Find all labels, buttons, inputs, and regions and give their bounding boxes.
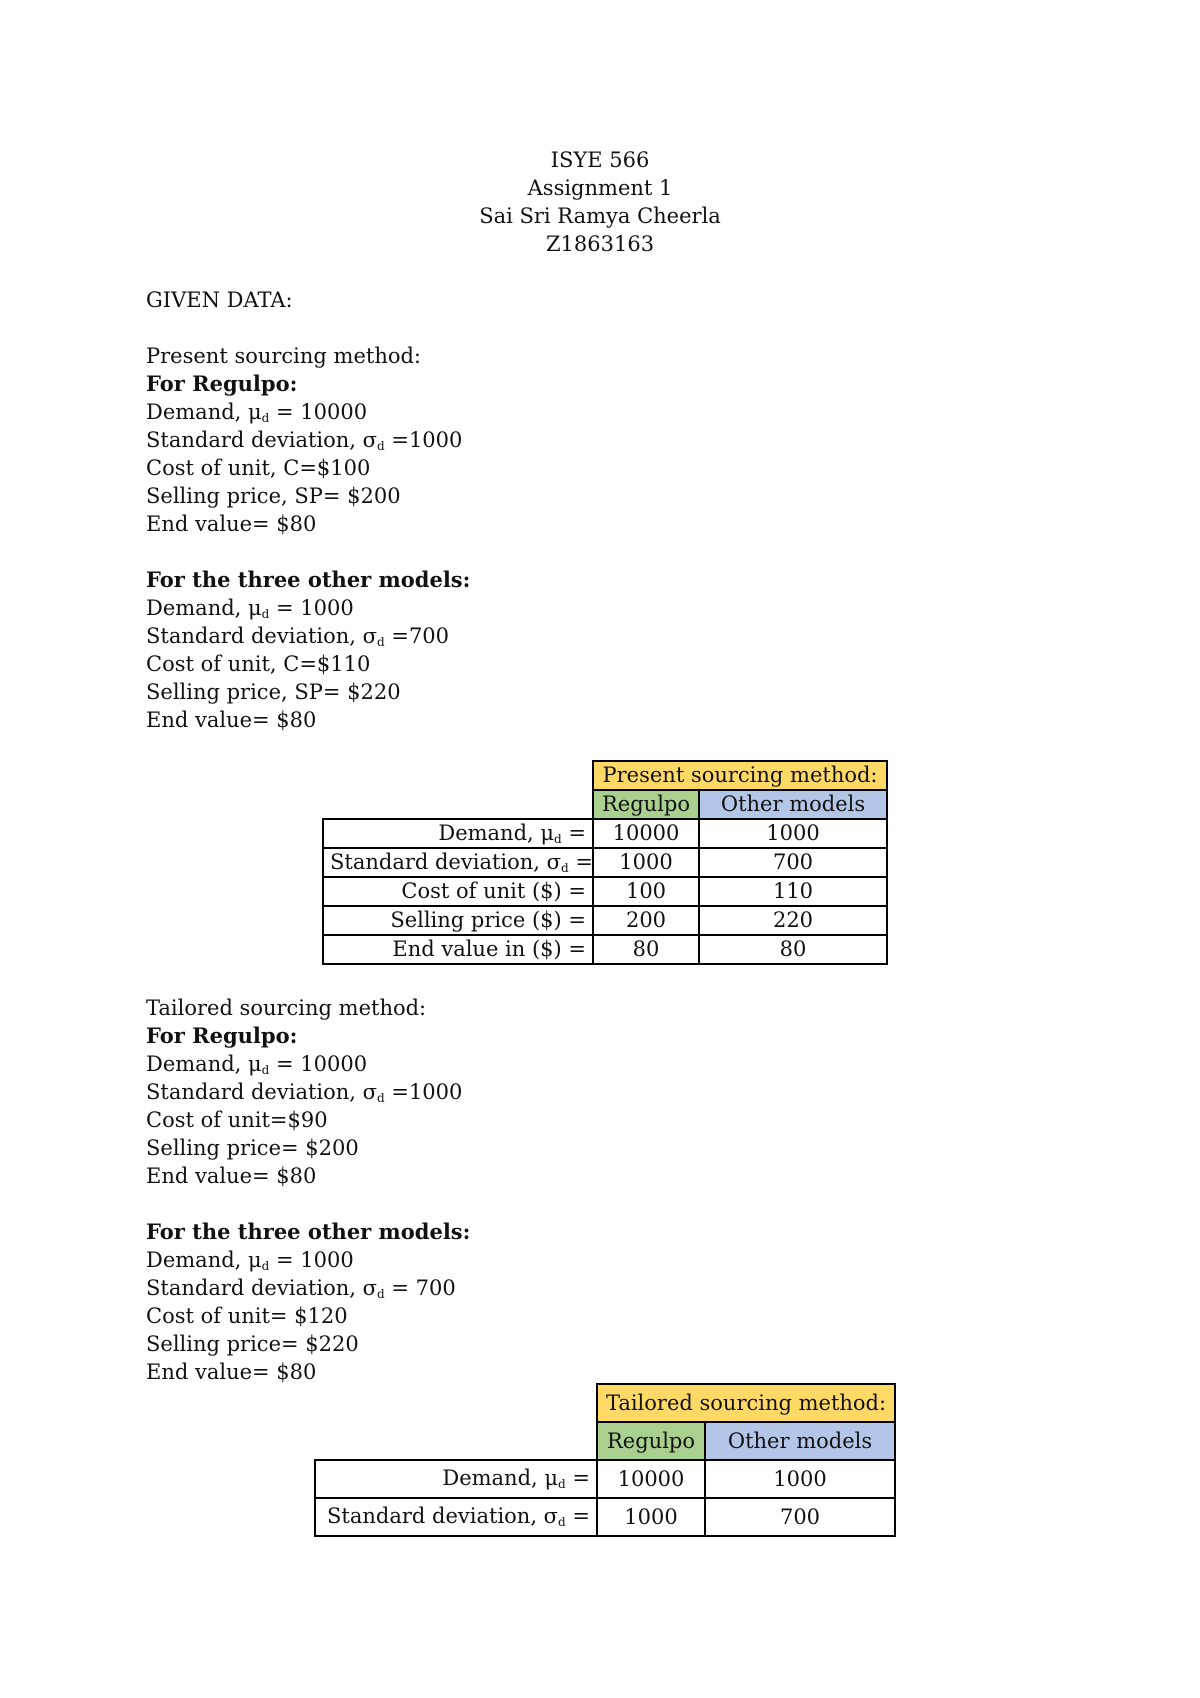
label-text: Selling price, SP= $220 bbox=[146, 680, 401, 704]
tailored-col-regulpo: Regulpo bbox=[597, 1422, 705, 1460]
label-text: Standard deviation, σ bbox=[327, 1504, 559, 1528]
label-subscript: d bbox=[376, 439, 385, 453]
table-row bbox=[323, 848, 887, 877]
label-suffix: = 10000 bbox=[269, 400, 368, 424]
other-models-value: 700 bbox=[705, 1498, 895, 1536]
row-label bbox=[323, 819, 593, 848]
other-models-value: 220 bbox=[699, 906, 887, 935]
author-name: Sai Sri Ramya Cheerla bbox=[479, 204, 721, 228]
other-models-value: 80 bbox=[699, 935, 887, 964]
table-row bbox=[323, 935, 887, 964]
label-subscript: d bbox=[261, 1259, 270, 1273]
regulpo-value: 200 bbox=[593, 906, 699, 935]
label-text: Standard deviation, σ bbox=[146, 624, 377, 648]
label-text: Demand, μ bbox=[146, 400, 262, 424]
label-text: Demand, μ bbox=[146, 1052, 262, 1076]
label-text: Cost of unit=$90 bbox=[146, 1108, 328, 1132]
present-regulpo-heading: For Regulpo: bbox=[146, 371, 298, 396]
label-text: Demand, μ bbox=[438, 820, 555, 845]
present-col-other: Other models bbox=[699, 790, 887, 819]
tailored-col-other: Other models bbox=[705, 1422, 895, 1460]
label-suffix: = bbox=[565, 1466, 590, 1490]
label-text: Demand, μ bbox=[442, 1466, 559, 1490]
present-col-regulpo: Regulpo bbox=[593, 790, 699, 819]
data-line bbox=[146, 1358, 316, 1392]
table-row bbox=[323, 906, 887, 935]
data-line bbox=[146, 510, 316, 544]
label-suffix: = bbox=[568, 849, 593, 874]
label-text: Standard deviation, σ bbox=[146, 428, 377, 452]
label-suffix: = 10000 bbox=[269, 1052, 368, 1076]
row-label bbox=[323, 935, 593, 964]
row-label bbox=[315, 1460, 597, 1498]
label-text: Cost of unit, C=$100 bbox=[146, 456, 371, 480]
other-models-value: 700 bbox=[699, 848, 887, 877]
label-text: Standard deviation, σ bbox=[146, 1276, 377, 1300]
row-label bbox=[315, 1498, 597, 1536]
table-row bbox=[315, 1498, 895, 1536]
label-subscript: d bbox=[376, 635, 385, 649]
label-suffix: = 1000 bbox=[269, 596, 354, 620]
label-text: Cost of unit ($) = bbox=[401, 878, 586, 903]
label-text: End value= $80 bbox=[146, 708, 317, 732]
tailored-regulpo-heading: For Regulpo: bbox=[146, 1023, 298, 1048]
row-label bbox=[323, 877, 593, 906]
course-title: ISYE 566 bbox=[550, 148, 650, 172]
regulpo-value: 80 bbox=[593, 935, 699, 964]
present-table-title: Present sourcing method: bbox=[593, 761, 887, 790]
regulpo-value: 1000 bbox=[593, 848, 699, 877]
label-text: Cost of unit, C=$110 bbox=[146, 652, 371, 676]
present-others-heading: For the three other models: bbox=[146, 567, 471, 592]
label-subscript: d bbox=[376, 1091, 385, 1105]
regulpo-value: 10000 bbox=[593, 819, 699, 848]
label-text: End value= $80 bbox=[146, 1164, 317, 1188]
row-label bbox=[323, 906, 593, 935]
label-subscript: d bbox=[560, 860, 569, 875]
label-suffix: = bbox=[565, 1504, 590, 1528]
assignment-title: Assignment 1 bbox=[527, 176, 673, 200]
label-suffix: = 1000 bbox=[269, 1248, 354, 1272]
present-heading: Present sourcing method: bbox=[146, 344, 422, 368]
tailored-heading: Tailored sourcing method: bbox=[146, 996, 427, 1020]
label-subscript: d bbox=[558, 1477, 566, 1491]
label-subscript: d bbox=[261, 411, 270, 425]
label-suffix: =1000 bbox=[384, 428, 463, 452]
label-text: Cost of unit= $120 bbox=[146, 1304, 348, 1328]
label-text: End value in ($) = bbox=[392, 936, 586, 961]
label-text: Demand, μ bbox=[146, 1248, 262, 1272]
regulpo-value: 100 bbox=[593, 877, 699, 906]
table-row bbox=[323, 877, 887, 906]
label-text: Selling price, SP= $200 bbox=[146, 484, 401, 508]
label-suffix: = bbox=[561, 820, 586, 845]
data-line bbox=[146, 1162, 316, 1196]
present-sourcing-table bbox=[322, 760, 888, 965]
table-row bbox=[323, 819, 887, 848]
regulpo-value: 10000 bbox=[597, 1460, 705, 1498]
student-id: Z1863163 bbox=[545, 232, 655, 256]
tailored-sourcing-table bbox=[314, 1383, 896, 1537]
row-label bbox=[323, 848, 593, 877]
label-suffix: =1000 bbox=[384, 1080, 463, 1104]
label-subscript: d bbox=[554, 831, 562, 846]
label-text: End value= $80 bbox=[146, 512, 317, 536]
tailored-table-title: Tailored sourcing method: bbox=[597, 1384, 895, 1422]
label-text: End value= $80 bbox=[146, 1360, 317, 1384]
label-text: Selling price= $220 bbox=[146, 1332, 359, 1356]
table-row bbox=[315, 1460, 895, 1498]
label-subscript: d bbox=[558, 1515, 566, 1529]
label-text: Standard deviation, σ bbox=[146, 1080, 377, 1104]
other-models-value: 110 bbox=[699, 877, 887, 906]
label-text: Demand, μ bbox=[146, 596, 262, 620]
label-text: Selling price= $200 bbox=[146, 1136, 359, 1160]
other-models-value: 1000 bbox=[699, 819, 887, 848]
label-text: Standard deviation, σ bbox=[330, 849, 561, 874]
label-text: Selling price ($) = bbox=[390, 907, 586, 932]
given-data-label: GIVEN DATA: bbox=[146, 288, 293, 312]
label-subscript: d bbox=[261, 1063, 270, 1077]
data-line bbox=[146, 706, 316, 740]
tailored-others-heading: For the three other models: bbox=[146, 1219, 471, 1244]
label-suffix: =700 bbox=[384, 624, 450, 648]
other-models-value: 1000 bbox=[705, 1460, 895, 1498]
label-suffix: = 700 bbox=[384, 1276, 456, 1300]
label-subscript: d bbox=[376, 1287, 385, 1301]
regulpo-value: 1000 bbox=[597, 1498, 705, 1536]
label-subscript: d bbox=[261, 607, 270, 621]
